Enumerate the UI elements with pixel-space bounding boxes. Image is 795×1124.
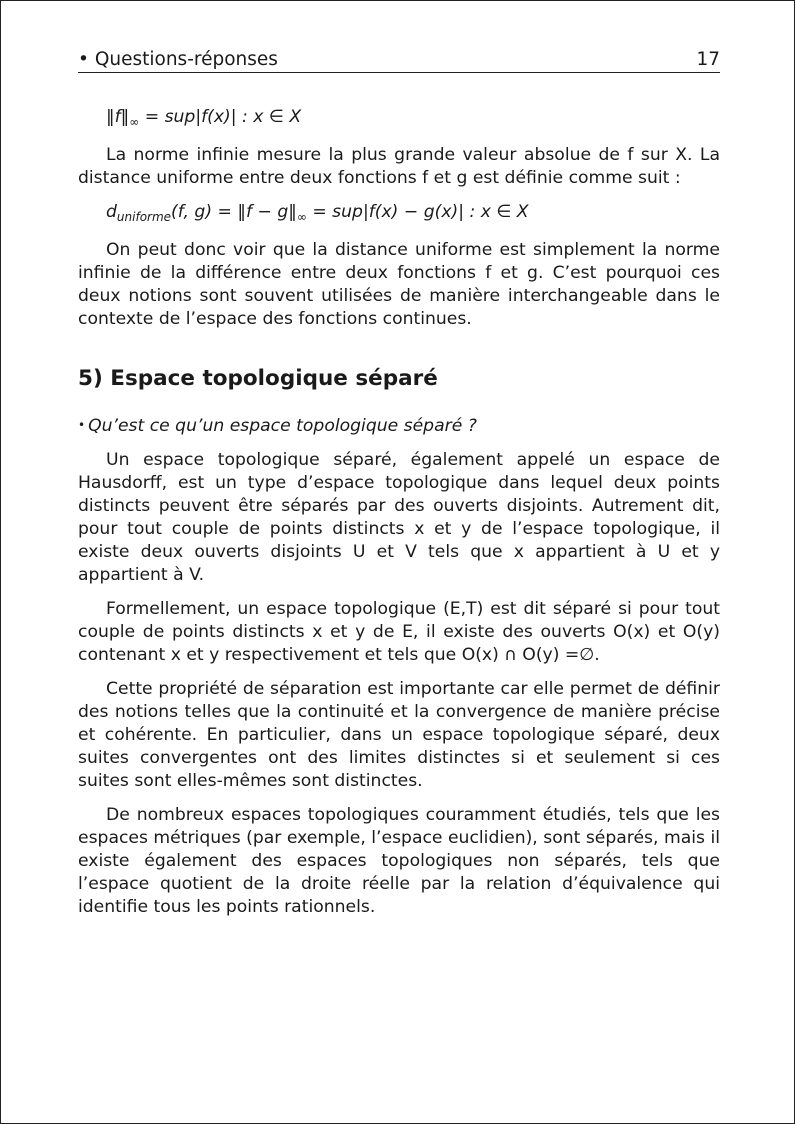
page-body — [78, 106, 720, 930]
running-title-text: Questions-réponses — [94, 49, 278, 70]
formula-infinity-norm — [78, 106, 720, 129]
formula-sup-expression: = sup|f(x)| : x ∈ X — [139, 107, 302, 127]
paragraph-norm-vs-distance: On peut donc voir que la distance uniforme est simplement la norme infinie de la différence entre deux fonctions f et g. C’est pourquoi ces deux notions sont souvent utilisées de manière interchangeable dans le contexte de l’espace des fonctions continues. — [78, 240, 720, 329]
formula-distance-symbol: d — [106, 202, 117, 222]
paragraph-examples: De nombreux espaces topologiques couramment étudiés, tels que les espaces métriques (par exemple, l’espace euclidien), sont séparés, mais il existe également des espaces topologiques non séparés, tels que l’espace quotient de la droite réelle par la relation d’équivalence qui identifie tous les points rationnels. — [78, 805, 720, 917]
paragraph-norm-definition: La norme infinie mesure la plus grande valeur absolue de f sur X. La distance uniforme entre deux fonctions f et g est définie comme suit : — [78, 145, 720, 188]
question-text: Qu’est ce qu’un espace topologique séparé ? — [88, 416, 477, 436]
formula-distance-norm: (f, g) = ‖f − g‖ — [171, 202, 297, 222]
formula-distance-subscript: uniforme — [116, 210, 172, 224]
running-title — [78, 49, 278, 71]
formula-norm-subscript: ∞ — [129, 115, 140, 129]
paragraph-formal-definition: Formellement, un espace topologique (E,T) est dit séparé si pour tout couple de points distincts x et y de E, il existe des ouverts O(x) et O(y) contenant x et y respectivement et tels que O(x) ∩ O(y) =∅. — [78, 599, 720, 665]
running-header — [78, 49, 720, 73]
page-number: 17 — [696, 49, 720, 70]
formula-distance-sup: = sup|f(x) − g(x)| : x ∈ X — [306, 202, 529, 222]
formula-uniform-distance — [78, 201, 720, 224]
section-heading: 5) Espace topologique séparé — [78, 366, 438, 391]
formula-norm: ‖f‖ — [106, 107, 130, 127]
formula-distance-norm-subscript: ∞ — [296, 210, 307, 224]
question-item — [78, 414, 720, 438]
paragraph-hausdorff-definition: Un espace topologique séparé, également appelé un espace de Hausdorff, est un type d’espace topologique dans lequel deux points distincts peuvent être séparés par des ouverts disjoints. Autrement dit, pour tout couple de points distincts x et y de l’espace topologique, il existe deux ouverts disjoints U et V tels que x appartient à U et y appartient à V. — [78, 450, 720, 585]
paragraph-separation-importance: Cette propriété de séparation est importante car elle permet de définir des notions telles que la continuité et la convergence de manière précise et cohérente. En particulier, dans un espace topologique séparé, deux suites convergentes ont des limites distinctes si et seulement si ces suites sont elles-mêmes sont distinctes. — [78, 679, 720, 791]
header-bullet: • — [78, 49, 89, 70]
question-bullet: • — [78, 418, 86, 432]
